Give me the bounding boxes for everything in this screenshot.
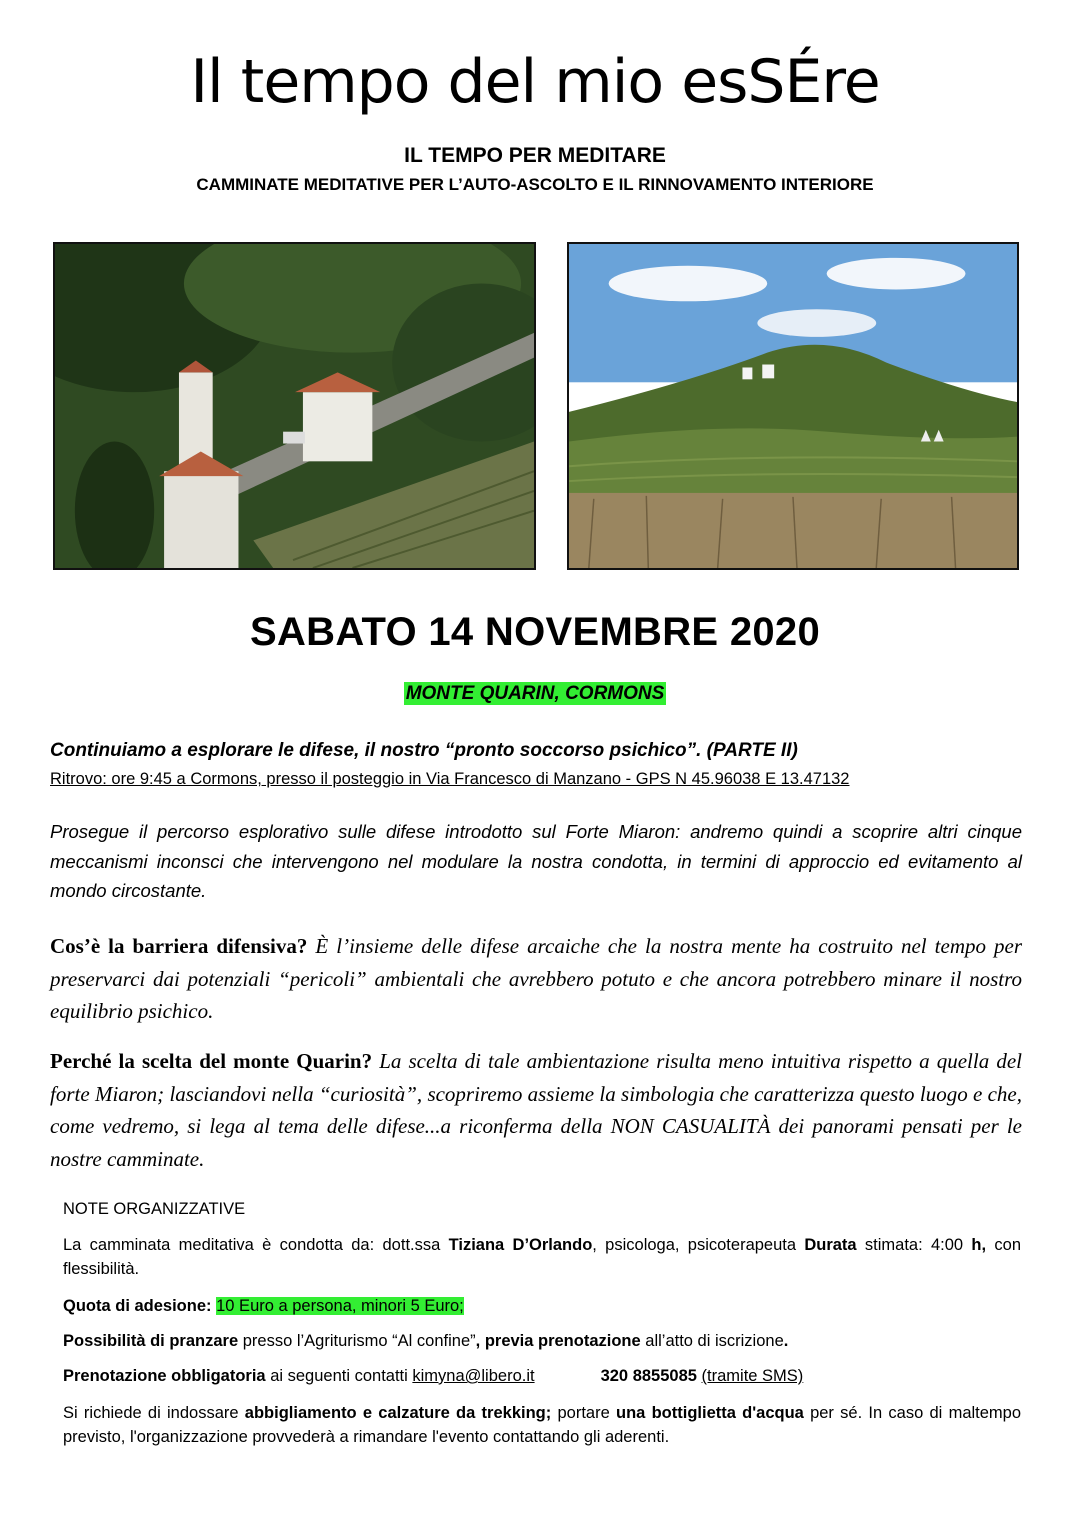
paragraph-barrier-text: È l’insieme delle difese arcaiche che la nostra mente ha costruito nel tempo per preservarci dai potenziali “pericoli” ambientali che avrebbero potuto e che ancora potrebbero minare il nostro equilibrio psichico.: [50, 934, 1022, 1023]
duration-unit: h,: [971, 1236, 987, 1254]
booking-label: Prenotazione obbligatoria: [63, 1367, 266, 1385]
main-title: Il tempo del mio esSÉre: [190, 47, 880, 117]
paragraph-why-quarin-lead: Perché la scelta del monte Quarin?: [50, 1049, 373, 1073]
gear-water: una bottiglietta d'acqua: [616, 1404, 804, 1422]
lunch-booking: previa prenotazione: [484, 1332, 641, 1350]
note-booking: [63, 1364, 1021, 1388]
duration-label: Durata: [804, 1236, 857, 1254]
gear-clothing: abbigliamento e calzature da trekking;: [244, 1404, 552, 1422]
paragraph-barrier: [50, 930, 1022, 1028]
lunch-dot: .: [783, 1332, 789, 1350]
email-link[interactable]: kimyna@libero.it: [412, 1367, 535, 1385]
event-location: MONTE QUARIN, CORMONS: [405, 683, 665, 704]
conductor-role: , psicologa, psicoterapeuta: [592, 1236, 805, 1254]
note-conductor: [63, 1233, 1021, 1281]
note-gear: [63, 1401, 1021, 1449]
gear-text-a: Si richiede di indossare: [63, 1404, 245, 1422]
duration-text: stimata: 4:00: [856, 1236, 972, 1254]
fee-value: 10 Euro a persona, minori 5 Euro;: [216, 1297, 464, 1315]
meeting-point: Ritrovo: ore 9:45 a Cormons, presso il posteggio in Via Francesco di Manzano - GPS N 45.96038 E 13.47132: [50, 770, 850, 788]
subtitle: IL TEMPO PER MEDITARE: [404, 144, 666, 167]
lunch-place: presso l’Agriturismo “Al confine”: [238, 1332, 476, 1350]
note-fee: [63, 1294, 1021, 1318]
paragraph-why-quarin-text: La scelta di tale ambientazione risulta meno intuitiva rispetto a quella del forte Miaron; lasciandovi nella “curiosità”, scopriremo assieme la simbologia che caratterizza questo luogo e che, come vedremo, si lega al tema delle difese...a riconferma della NON CASUALITÀ dei panorami pensati per le nostre camminate.: [50, 1049, 1022, 1171]
fee-label: Quota di adesione:: [63, 1297, 212, 1315]
intro-heading: Continuiamo a esplorare le difese, il nostro “pronto soccorso psichico”. (PARTE II): [50, 740, 798, 761]
paragraph-barrier-lead: Cos’è la barriera difensiva?: [50, 934, 308, 958]
paragraph-description: Prosegue il percorso esplorativo sulle difese introdotto sul Forte Miaron: andremo quindi a scoprire altri cinque meccanismi inconsci che intervengono nel modulare la nostra condotta, in termini di approccio ed evitamento al mondo circostante.: [50, 821, 1022, 901]
location-wrapper: [0, 683, 1070, 705]
conductor-text: La camminata meditativa è condotta da: dott.ssa: [63, 1236, 449, 1254]
note-lunch: [63, 1329, 1021, 1353]
photo-church-aerial: [53, 242, 536, 570]
paragraph-why-quarin: [50, 1045, 1022, 1175]
lunch-separator: ,: [475, 1332, 485, 1350]
conductor-name: Tiziana D’Orlando: [448, 1236, 593, 1254]
tagline: CAMMINATE MEDITATIVE PER L’AUTO-ASCOLTO E IL RINNOVAMENTO INTERIORE: [196, 175, 874, 194]
gear-text-c: portare: [551, 1404, 617, 1422]
gear-text-e: per sé. In caso di maltempo previsto, l'organizzazione provvederà a rimandare l'evento contattando gli aderenti.: [63, 1404, 1022, 1446]
photo-monte-quarin: [567, 242, 1019, 570]
lunch-text: all’atto di iscrizione: [640, 1332, 784, 1350]
lunch-label: Possibilità di pranzare: [63, 1332, 239, 1350]
duration-note: con flessibilità.: [63, 1236, 1022, 1278]
booking-text: ai seguenti contatti: [265, 1367, 413, 1385]
notes-title: NOTE ORGANIZZATIVE: [63, 1200, 246, 1218]
event-date: SABATO 14 NOVEMBRE 2020: [249, 610, 821, 654]
phone-note: (tramite SMS): [701, 1367, 804, 1385]
phone-number: 320 8855085: [600, 1367, 697, 1385]
